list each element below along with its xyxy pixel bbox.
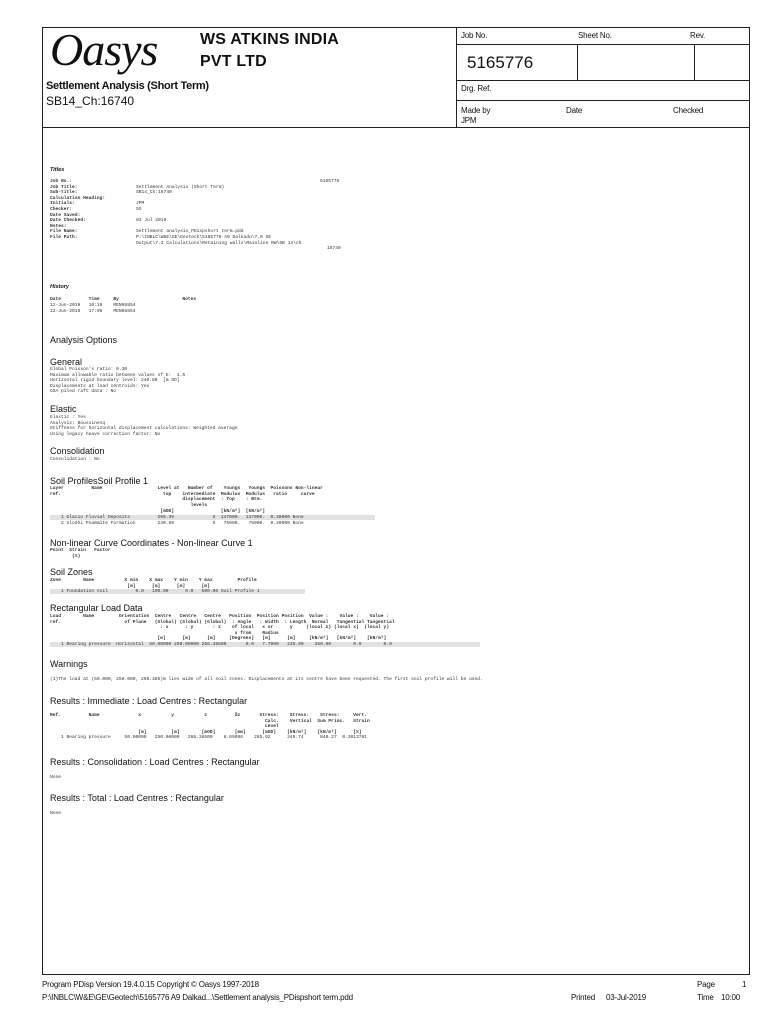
value-file-path-2: Output\7.3 Calculations\Retaining walls\Mainline RW\SB 14\ch: [136, 240, 302, 246]
table-row: 1 Bearing pressure Horizontal 50.00000 250.00000 266.38500 0.0 7.7000 235.00 350.00 0.0 0.0: [50, 641, 392, 647]
history-row: 12-Jun-2019 10:10 MEN08854: [50, 303, 136, 308]
date-label: Date: [566, 106, 583, 115]
footer-program: Program PDisp Version 19.4.0.15 Copyright © Oasys 1997-2018: [42, 980, 259, 989]
rect-load-heading: Rectangular Load Data: [50, 603, 143, 613]
footer-file-path: P:\INBLC\W&E\GE\Geotech\5165776 A9 Dalkad...\Settlement analysis_PDispshort term.pdd: [42, 993, 353, 1002]
made-by-value: JPM: [461, 116, 477, 125]
value-sub-title: SB14_Ch:16740: [136, 190, 172, 196]
label-initials: Initials:: [50, 201, 75, 207]
label-sub-title: Sub-title:: [50, 190, 78, 196]
warnings-heading: Warnings: [50, 659, 88, 669]
elastic-options: [50, 415, 237, 437]
table-row: 1 Bearing pressure 50.00000 250.00000 266.38500 8.69096 265.92 349.74 840.27 0.3013781: [50, 735, 368, 741]
table-units-line: [m] [m] [mOD] [mm] [mOD] [kN/m²] [kN/m²] [%]: [50, 729, 362, 735]
header-column-divider: [456, 27, 457, 127]
table-row: 1 Glacio Fluvial Deposits 266.39 5 147000. 147000. 0.30000 None: [50, 514, 304, 520]
soil-profiles-heading: Soil ProfilesSoil Profile 1: [50, 476, 149, 486]
rect-load-table: [50, 614, 395, 648]
general-line: Horizontal rigid boundary level: 240.80 [m OD]: [50, 378, 180, 384]
elastic-line: Elastic : Yes: [50, 415, 86, 420]
value-initials: JPM: [136, 201, 145, 207]
elastic-line: Analysis: Boussinesq: [50, 420, 106, 426]
soil-profiles-table: [50, 486, 323, 526]
table-header-line: Calc. Vertical Sum Princ. Strain: [50, 718, 370, 724]
table-header-line: displacement : Top : Btm.: [50, 497, 263, 503]
header-grid-line: [694, 44, 695, 80]
elastic-line: Using legacy heave correction factor: No: [50, 431, 161, 437]
general-options: [50, 367, 185, 395]
label-file-path: File Path:: [50, 235, 78, 240]
checked-label: Checked: [673, 106, 704, 115]
value-checker: SS: [136, 207, 142, 212]
analysis-options-heading: Analysis Options: [50, 335, 118, 345]
table-header-line: Layer Name Level at Number of Youngs Youngs Poissons Non-linear: [50, 486, 323, 491]
table-header-line: Ref. Name x y z δz Stress: Stress: Stress: Vert.: [50, 713, 368, 718]
company-name-line2: PVT LTD: [200, 53, 267, 70]
header-grid-line: [456, 100, 750, 101]
consolidation-line: Consolidation : No: [50, 457, 100, 462]
results-immediate-heading: Results : Immediate : Load Centres : Rectangular: [50, 696, 248, 706]
soil-zones-heading: Soil Zones: [50, 567, 93, 577]
footer-printed-label: Printed: [571, 993, 595, 1002]
label-job-no: Job No.:: [50, 179, 73, 184]
results-immediate-table: [50, 713, 370, 741]
table-row: 2 Slodhi Psammite Formation 240.80 5 75000. 75000. 0.30000 None: [50, 520, 304, 526]
general-line: Global Poisson's ratio: 0.30: [50, 367, 128, 372]
header-grid-line: [456, 44, 750, 45]
value-date-checked: 03 Jul 2019: [136, 218, 167, 224]
results-consolidation-text: None: [50, 775, 62, 780]
table-header-line: (%): [50, 553, 81, 559]
table-header-line: Load Name Orientation Centre Centre Centre Position Position Position Value : Value : Value :: [50, 614, 390, 619]
table-header-line: levels: [50, 502, 208, 508]
table-header-line: [m] [m] [m] [m]: [50, 583, 210, 589]
drg-ref-label: Drg. Ref.: [461, 84, 492, 93]
nonlinear-table: [50, 548, 111, 559]
titles-heading: Titles: [50, 167, 65, 173]
table-header-line: ref. top intermediate Modulus Modulus ratio curve: [50, 491, 315, 497]
value-job-no: 5165776: [320, 179, 340, 184]
document-title: Settlement Analysis (Short Term): [46, 80, 209, 92]
elastic-heading: Elastic: [50, 404, 77, 414]
footer-page-number: 1: [742, 980, 747, 989]
table-units-line: [m] [m] [m] [Degrees] [m] [m] [kN/m²] [kN/m²] [kN/m²]: [50, 636, 387, 642]
oasys-logo: Oasys: [50, 24, 158, 75]
label-job-title: Job Title:: [50, 184, 78, 190]
nonlinear-heading: Non-linear Curve Coordinates - Non-linear Curve 1: [50, 538, 253, 548]
table-header-line: Zone Name X min X max Y min Y max Profile: [50, 578, 257, 583]
made-by-label: Made by: [461, 106, 491, 115]
results-consolidation-heading: Results : Consolidation : Load Centres : Rectangular: [50, 757, 260, 767]
label-date-saved: Date Saved:: [50, 212, 81, 218]
footer-page-label: Page: [697, 980, 715, 989]
value-file-path-1: P:\INBLC\W&E\GE\Geotech\5165776 A9 Dalkadu\7.0 GE: [136, 235, 272, 240]
consolidation-heading: Consolidation: [50, 446, 105, 456]
results-total-heading: Results : Total : Load Centres : Rectangular: [50, 793, 224, 803]
soil-zones-table: [50, 578, 260, 595]
footer-time-label: Time: [697, 993, 714, 1002]
label-checker: Checker:: [50, 207, 73, 212]
sheet-no-label: Sheet No.: [578, 31, 612, 40]
label-date-checked: Date Checked:: [50, 218, 86, 224]
table-header-line: : x : y : z of local x or y (local z) (local x) (local y): [50, 625, 390, 631]
document-subtitle: SB14_Ch:16740: [46, 94, 135, 108]
table-header-line: Level: [50, 724, 279, 730]
general-line: Displacements at load centroids: Yes: [50, 383, 150, 389]
history-table-header: Date Time By Notes: [50, 297, 197, 302]
value-job-title: Settlement Analysis (Short Term): [136, 184, 225, 190]
header-grid-line: [577, 44, 578, 80]
label-file-name: File Name:: [50, 229, 78, 235]
table-header-line: Point Strain Factor: [50, 548, 111, 553]
rev-label: Rev.: [690, 31, 706, 40]
label-calc-heading: Calculation Heading:: [50, 195, 106, 201]
elastic-line: Stiffness for horizontal displacement calculations: Weighted average: [50, 426, 238, 432]
warning-text: (1)The load at (50.000, 250.000, 266.385)m lies wide of all soil zones. Displacements at its centre have been requested. The first soil profile will be used.: [50, 677, 483, 682]
value-file-path-3: 16740: [327, 246, 341, 252]
header-grid-line: [456, 80, 750, 81]
general-line: Maximum allowable ratio between values of E: 1.5: [50, 372, 186, 378]
header-divider: [42, 127, 750, 128]
job-no-value: 5165776: [467, 53, 534, 72]
label-notes: Notes:: [50, 223, 67, 229]
footer-printed-date: 03-Jul-2019: [606, 993, 647, 1002]
table-header-line: x from Radius: [50, 630, 279, 636]
table-row: 1 Foundation soil 0.0 100.00 0.0 500.00 Soil Profile 1: [50, 589, 260, 595]
history-heading: History: [50, 284, 69, 290]
history-row: 12-Jun-2019 17:06 MEN08854: [50, 308, 136, 314]
footer-time-value: 10:00: [721, 993, 741, 1002]
table-units-line: [mOD] [kN/m²] [kN/m²]: [50, 509, 266, 515]
general-heading: General: [50, 357, 83, 367]
company-name-line1: WS ATKINS INDIA: [200, 31, 339, 48]
general-line: GSA piled raft data : No: [50, 389, 117, 395]
job-no-label: Job No.: [461, 31, 488, 40]
table-header-line: ref. of Plane (Global) (Global) (Global) : Angle : Width : Length Normal Tangential Tangential: [50, 619, 395, 625]
value-file-name: Settlement analysis_PDispshort term.pdd: [136, 229, 244, 235]
results-total-text: None: [50, 811, 62, 816]
